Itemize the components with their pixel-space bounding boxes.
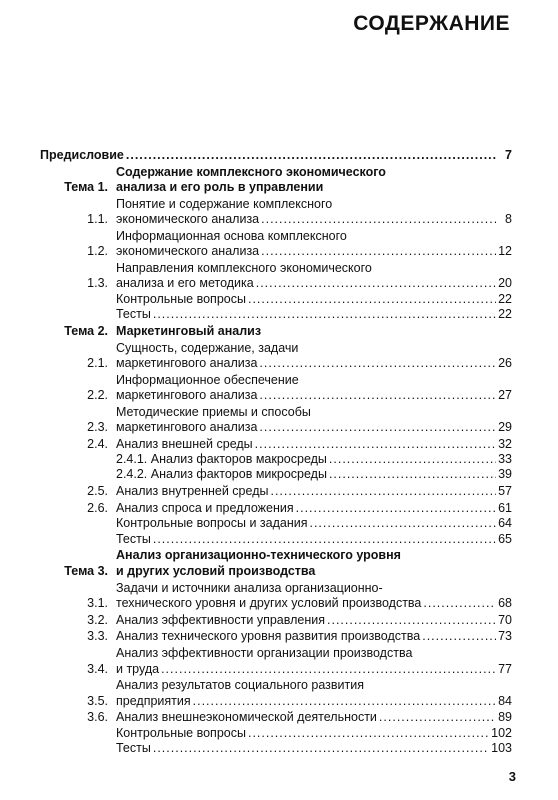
toc-entry-title: анализа и его роль в управлении xyxy=(116,180,324,195)
toc-entry-text xyxy=(116,324,512,339)
toc-entry-number: 3.5. xyxy=(87,693,108,708)
toc-entry-title: Анализ внешней среды xyxy=(116,436,253,451)
toc-entry-text xyxy=(116,229,512,260)
toc-entry-last-line xyxy=(116,596,512,611)
toc-entry-line: Сущность, содержание, задачи xyxy=(116,340,299,355)
toc-entry-text xyxy=(116,341,512,372)
toc-entry-title: анализа и его методика xyxy=(116,276,254,291)
leader-dots xyxy=(379,710,496,725)
toc-entry-page: 64 xyxy=(498,516,512,531)
toc-entry-text xyxy=(116,726,512,741)
leader-dots xyxy=(423,596,496,611)
toc-entry-page: 103 xyxy=(491,740,512,755)
toc-entry-title: экономического анализа xyxy=(116,244,260,259)
toc-entry-line: Методические приемы и способы xyxy=(116,404,311,419)
toc-entry-last-line xyxy=(40,148,512,163)
leader-dots xyxy=(327,613,496,628)
toc-entry-title: экономического анализа xyxy=(116,212,260,227)
leader-dots xyxy=(153,532,496,547)
toc-entry-line: Анализ организационно-технического уровня xyxy=(116,548,401,563)
toc-entry-number: 3.3. xyxy=(87,629,108,644)
toc-entry xyxy=(40,501,512,516)
toc-entry-text xyxy=(116,197,512,228)
toc-entry-text xyxy=(116,165,512,196)
toc-entry-number: 1.3. xyxy=(87,276,108,291)
leader-dots xyxy=(248,726,489,741)
toc-entry-page: 33 xyxy=(498,452,512,467)
toc-entry-last-line xyxy=(116,388,512,403)
toc-entry-page: 89 xyxy=(498,710,512,725)
toc-entry-page: 77 xyxy=(498,661,512,676)
toc-entry-text xyxy=(116,741,512,756)
toc-entry-title: Контрольные вопросы xyxy=(116,291,246,306)
toc-entry-number: 1.1. xyxy=(87,212,108,227)
toc-entry xyxy=(40,373,512,404)
leader-dots xyxy=(422,629,496,644)
toc-entry-number: 2.5. xyxy=(87,484,108,499)
toc-entry-last-line xyxy=(116,613,512,628)
toc-entry-text xyxy=(116,581,512,612)
toc-entry-page: 84 xyxy=(498,693,512,708)
toc-entry-title: Анализ внутренней среды xyxy=(116,484,269,499)
toc-entry-last-line xyxy=(116,467,512,482)
toc-entry xyxy=(40,629,512,644)
leader-dots xyxy=(248,292,496,307)
toc-entry xyxy=(40,548,512,579)
toc-entry xyxy=(40,229,512,260)
toc-entry-text xyxy=(116,548,512,579)
toc-entry-number: 1.2. xyxy=(87,244,108,259)
toc-entry-page: 12 xyxy=(498,244,512,259)
toc-entry-last-line xyxy=(116,710,512,725)
toc-entry-number: 2.6. xyxy=(87,501,108,516)
toc-entry-last-line xyxy=(116,244,512,259)
leader-dots xyxy=(261,244,496,259)
toc-entry-title: Анализ технического уровня развития производства xyxy=(116,629,421,644)
toc-entry-title: Маркетинговый анализ xyxy=(116,323,262,338)
toc-entry xyxy=(40,581,512,612)
leader-dots xyxy=(261,212,496,227)
toc-entry xyxy=(40,646,512,677)
toc-entry-line: Понятие и содержание комплексного xyxy=(116,196,333,211)
toc-entry-title: Контрольные вопросы xyxy=(116,725,246,740)
toc-entry-text xyxy=(116,373,512,404)
toc-entry-title: и других условий производства xyxy=(116,563,316,578)
toc-entry-text xyxy=(116,501,512,516)
toc-entry-last-line xyxy=(116,307,512,322)
toc-entry-line: Задачи и источники анализа организационно- xyxy=(116,580,383,595)
toc-entry-number: 2.2. xyxy=(87,387,108,402)
toc-entry-number: Тема 2. xyxy=(64,323,108,338)
toc-entry-text xyxy=(116,532,512,547)
leader-dots xyxy=(296,501,496,516)
toc-entry-page: 27 xyxy=(498,387,512,402)
toc-entry-title: и труда xyxy=(116,661,160,676)
toc-entry-title: Тесты xyxy=(116,306,151,321)
toc-entry-last-line xyxy=(116,324,512,339)
toc-entry-text xyxy=(116,452,512,467)
page-title: СОДЕРЖАНИЕ xyxy=(353,12,510,35)
toc-entry-page: 29 xyxy=(498,420,512,435)
toc-entry-page: 20 xyxy=(498,276,512,291)
toc-entry-text xyxy=(116,484,512,499)
toc-entry-text xyxy=(116,405,512,436)
toc-entry-last-line xyxy=(116,501,512,516)
toc-entry-number: 3.6. xyxy=(87,710,108,725)
toc-entry-number: 2.4. xyxy=(87,436,108,451)
toc-entry xyxy=(40,678,512,709)
toc-entry-title: Анализ спроса и предложения xyxy=(116,501,294,516)
toc-entry-text xyxy=(116,261,512,292)
toc-entry-last-line xyxy=(116,662,512,677)
toc-entry-text xyxy=(116,516,512,531)
leader-dots xyxy=(255,437,496,452)
toc-entry-page: 22 xyxy=(498,291,512,306)
toc-entry-page: 61 xyxy=(498,501,512,516)
toc-entry-title: Контрольные вопросы и задания xyxy=(116,516,308,531)
toc-entry-line: Содержание комплексного экономического xyxy=(116,164,386,179)
toc-entry-line: Информационная основа комплексного xyxy=(116,228,347,243)
toc-entry xyxy=(40,726,512,741)
leader-dots xyxy=(329,467,496,482)
toc-entry-title: 2.4.1. Анализ факторов макросреды xyxy=(116,452,327,467)
table-of-contents xyxy=(40,148,512,756)
toc-entry-last-line xyxy=(116,694,512,709)
toc-entry xyxy=(40,437,512,452)
toc-entry-title: Тесты xyxy=(116,740,151,755)
toc-entry-page: 57 xyxy=(498,484,512,499)
toc-entry-number: 2.3. xyxy=(87,420,108,435)
leader-dots xyxy=(153,741,489,756)
toc-entry xyxy=(40,516,512,531)
page-number: 3 xyxy=(508,769,516,784)
toc-entry-page: 68 xyxy=(498,595,512,610)
toc-entry-last-line xyxy=(116,741,512,756)
toc-entry-page: 26 xyxy=(498,355,512,370)
toc-entry-text xyxy=(116,437,512,452)
toc-entry-last-line xyxy=(116,726,512,741)
toc-entry xyxy=(40,741,512,756)
toc-entry-page: 22 xyxy=(498,306,512,321)
toc-entry xyxy=(40,197,512,228)
toc-entry-number: 3.4. xyxy=(87,661,108,676)
toc-entry-last-line xyxy=(116,420,512,435)
toc-entry-title: маркетингового анализа xyxy=(116,387,258,402)
toc-entry-text xyxy=(116,629,512,644)
toc-entry-number: 2.1. xyxy=(87,355,108,370)
toc-entry-page: 32 xyxy=(498,436,512,451)
leader-dots xyxy=(259,388,496,403)
toc-entry-page: 7 xyxy=(505,148,512,162)
toc-entry-line: Информационное обеспечение xyxy=(116,372,299,387)
toc-entry-title: технического уровня и других условий производства xyxy=(116,595,422,610)
toc-entry-last-line xyxy=(116,212,512,227)
toc-entry-title: маркетингового анализа xyxy=(116,355,258,370)
toc-entry xyxy=(40,324,512,339)
toc-entry-last-line xyxy=(116,356,512,371)
leader-dots xyxy=(161,662,496,677)
toc-entry xyxy=(40,307,512,322)
toc-entry xyxy=(40,405,512,436)
leader-dots xyxy=(193,694,496,709)
toc-entry-text xyxy=(40,148,512,163)
toc-entry-page: 8 xyxy=(505,212,512,227)
toc-entry-line: Анализ результатов социального развития xyxy=(116,678,365,693)
toc-entry xyxy=(40,484,512,499)
toc-entry-last-line xyxy=(116,564,512,579)
toc-entry-text xyxy=(116,710,512,725)
toc-entry-line: Направления комплексного экономического xyxy=(116,261,372,276)
toc-entry-text xyxy=(116,613,512,628)
toc-entry-last-line xyxy=(116,452,512,467)
toc-entry-number: Тема 1. xyxy=(64,180,108,195)
toc-entry-title: Предисловие xyxy=(40,148,124,162)
toc-entry-last-line xyxy=(116,532,512,547)
leader-dots xyxy=(329,452,496,467)
toc-entry xyxy=(40,467,512,482)
leader-dots xyxy=(309,516,496,531)
leader-dots xyxy=(126,148,496,163)
toc-entry xyxy=(40,165,512,196)
toc-entry-line: Анализ эффективности организации производства xyxy=(116,646,413,661)
toc-entry xyxy=(40,341,512,372)
toc-entry-last-line xyxy=(116,629,512,644)
toc-entry-last-line xyxy=(116,180,512,195)
toc-entry-number: 3.1. xyxy=(87,595,108,610)
leader-dots xyxy=(153,307,496,322)
toc-entry xyxy=(40,452,512,467)
toc-entry-last-line xyxy=(116,516,512,531)
toc-entry xyxy=(40,261,512,292)
toc-entry-text xyxy=(116,292,512,307)
toc-entry-page: 73 xyxy=(498,629,512,644)
toc-entry-page: 102 xyxy=(491,725,512,740)
toc-entry-last-line xyxy=(116,292,512,307)
toc-entry-title: Тесты xyxy=(116,531,151,546)
toc-entry xyxy=(40,292,512,307)
toc-entry xyxy=(40,710,512,725)
toc-entry-last-line xyxy=(116,276,512,291)
toc-entry-last-line xyxy=(116,437,512,452)
toc-entry-number: Тема 3. xyxy=(64,563,108,578)
toc-entry-text xyxy=(116,678,512,709)
leader-dots xyxy=(256,276,496,291)
toc-entry-title: маркетингового анализа xyxy=(116,420,258,435)
toc-entry-title: Анализ эффективности управления xyxy=(116,612,325,627)
toc-entry-title: 2.4.2. Анализ факторов микросреды xyxy=(116,467,327,482)
toc-entry-page: 65 xyxy=(498,531,512,546)
leader-dots xyxy=(259,420,496,435)
toc-entry-title: Анализ внешнеэкономической деятельности xyxy=(116,710,377,725)
toc-entry-number: 3.2. xyxy=(87,612,108,627)
leader-dots xyxy=(270,484,496,499)
toc-entry xyxy=(40,148,512,163)
toc-entry-title: предприятия xyxy=(116,693,191,708)
toc-entry-page: 70 xyxy=(498,612,512,627)
toc-entry-text xyxy=(116,307,512,322)
toc-entry-page: 39 xyxy=(498,467,512,482)
toc-entry-last-line xyxy=(116,484,512,499)
toc-entry xyxy=(40,532,512,547)
leader-dots xyxy=(259,356,496,371)
toc-entry-text xyxy=(116,467,512,482)
toc-entry-text xyxy=(116,646,512,677)
toc-entry xyxy=(40,613,512,628)
